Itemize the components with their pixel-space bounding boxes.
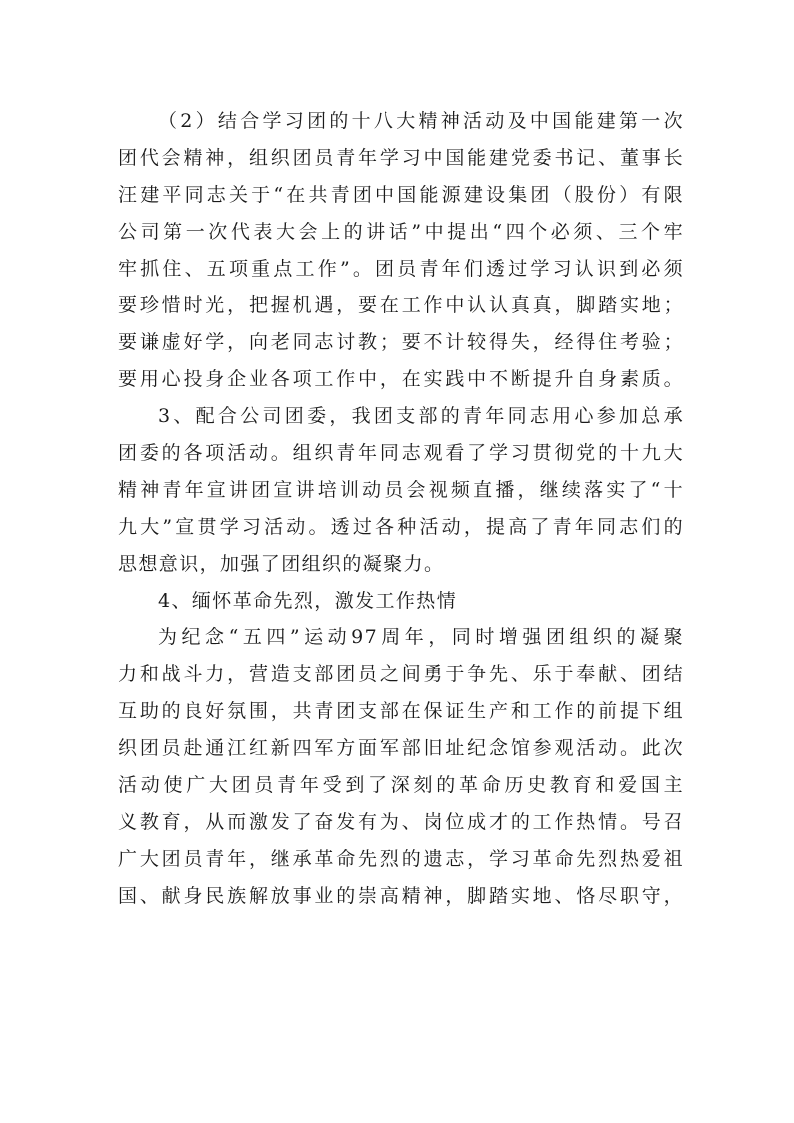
text-line: 汪建平同志关于“在共青团中国能源建设集团（股份）有限	[118, 183, 684, 206]
text-line: 要用心投身企业各项工作中，在实践中不断提升自身素质。	[118, 368, 684, 391]
text-line: 互助的良好氛围，共青团支部在保证生产和工作的前提下组	[118, 700, 684, 723]
text-line: 力和战斗力，营造支部团员之间勇于争先、乐于奉献、团结	[118, 663, 684, 686]
text-line: （2）结合学习团的十八大精神活动及中国能建第一次	[158, 110, 684, 132]
text-line: 团代会精神，组织团员青年学习中国能建党委书记、董事长	[118, 146, 684, 169]
text-line: 义教育，从而激发了奋发有为、岗位成才的工作热情。号召	[118, 810, 684, 833]
text-line: 织团员赴通江红新四军方面军部旧址纪念馆参观活动。此次	[118, 737, 684, 760]
text-line: 活动使广大团员青年受到了深刻的革命历史教育和爱国主	[118, 774, 684, 797]
text-line: 精神青年宣讲团宣讲培训动员会视频直播，继续落实了“十	[118, 478, 684, 501]
text-line: 要谦虚好学，向老同志讨教；要不计较得失，经得住考验；	[118, 331, 684, 354]
text-line: 思想意识，加强了团组织的凝聚力。	[118, 552, 445, 575]
text-line: 牢抓住、五项重点工作”。团员青年们透过学习认识到必须	[118, 257, 684, 280]
text-line: 为纪念“五四”运动97周年，同时增强团组织的凝聚	[158, 626, 684, 649]
text-line: 国、献身民族解放事业的崇高精神，脚踏实地、恪尽职守，	[118, 884, 684, 907]
text-line: 团委的各项活动。组织青年同志观看了学习贯彻党的十九大	[118, 442, 684, 465]
text-line: 要珍惜时光，把握机遇，要在工作中认认真真，脚踏实地；	[118, 294, 684, 317]
text-line: 3、配合公司团委，我团支部的青年同志用心参加总承	[158, 405, 684, 428]
section-heading: 4、缅怀革命先烈，激发工作热情	[158, 589, 458, 612]
text-line: 九大”宣贯学习活动。透过各种活动，提高了青年同志们的	[118, 515, 684, 538]
document-body-text	[118, 103, 684, 915]
text-line: 公司第一次代表大会上的讲话”中提出“四个必须、三个牢	[118, 220, 684, 243]
text-line: 广大团员青年，继承革命先烈的遗志，学习革命先烈热爱祖	[118, 847, 684, 870]
